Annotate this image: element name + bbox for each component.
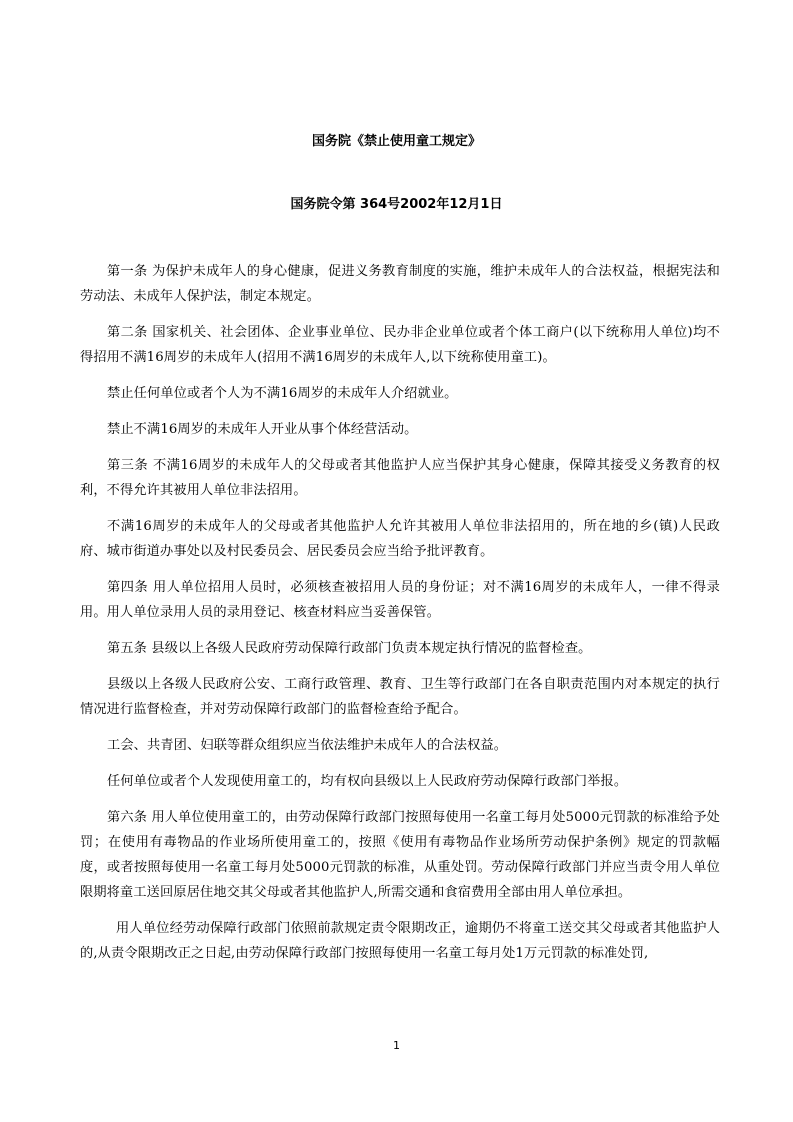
paragraph-article-4: 第四条 用人单位招用人员时，必须核查被招用人员的身份证；对不满16周岁的未成年人，一律不得录用。用人单位录用人员的录用登记、核查材料应当妥善保管。: [80, 580, 720, 620]
paragraph: 工会、共青团、妇联等群众组织应当依法维护未成年人的合法权益。: [107, 738, 508, 753]
paragraph-article-5: 第五条 县级以上各级人民政府劳动保障行政部门负责本规定执行情况的监督检查。: [107, 641, 592, 656]
paragraph-article-6: 第六条 用人单位使用童工的，由劳动保障行政部门按照每使用一名童工每月处5000元罚款的标准给予处罚；在使用有毒物品的作业场所使用童工的，按照《使用有毒物品作业场所劳动保护条例》规定的罚款幅度，或者按照每使用一名童工每月处5000元罚款的标准，从重处罚。劳动保障行政部门并应当责令用人单位限期将童工送回原居住地交其父母或者其他监护人,所需交通和食宿费用全部由用人单位承担。: [80, 810, 720, 900]
document-title: 国务院《禁止使用童工规定》: [311, 134, 481, 149]
document-body: [80, 259, 720, 977]
paragraph: 禁止不满16周岁的未成年人开业从事个体经营活动。: [107, 422, 418, 437]
paragraph: 用人单位经劳动保障行政部门依照前款规定责令限期改正，逾期仍不将童工送交其父母或者其他监护人的,从责令限期改正之日起,由劳动保障行政部门按照每使用一名童工每月处1万元罚款的标准处罚,: [80, 921, 720, 961]
paragraph: 不满16周岁的未成年人的父母或者其他监护人允许其被用人单位非法招用的，所在地的乡(镇)人民政府、城市街道办事处以及村民委员会、居民委员会应当给予批评教育。: [80, 519, 720, 559]
paragraph: 禁止任何单位或者个人为不满16周岁的未成年人介绍就业。: [107, 386, 458, 401]
paragraph: 任何单位或者个人发现使用童工的，均有权向县级以上人民政府劳动保障行政部门举报。: [107, 774, 628, 789]
document-subtitle: 国务院令第 364号2002年12月1日: [290, 197, 503, 212]
page-number: 1: [393, 1039, 400, 1052]
paragraph-article-1: 第一条 为保护未成年人的身心健康，促进义务教育制度的实施，维护未成年人的合法权益，根据宪法和劳动法、未成年人保护法，制定本规定。: [80, 264, 720, 304]
paragraph-article-2: 第二条 国家机关、社会团体、企业事业单位、民办非企业单位或者个体工商户(以下统称用人单位)均不得招用不满16周岁的未成年人(招用不满16周岁的未成年人,以下统称使用童工)。: [80, 325, 720, 365]
paragraph-article-3: 第三条 不满16周岁的未成年人的父母或者其他监护人应当保护其身心健康，保障其接受义务教育的权利，不得允许其被用人单位非法招用。: [80, 458, 720, 498]
paragraph: 县级以上各级人民政府公安、工商行政管理、教育、卫生等行政部门在各自职责范围内对本规定的执行情况进行监督检查，并对劳动保障行政部门的监督检查给予配合。: [80, 677, 720, 717]
